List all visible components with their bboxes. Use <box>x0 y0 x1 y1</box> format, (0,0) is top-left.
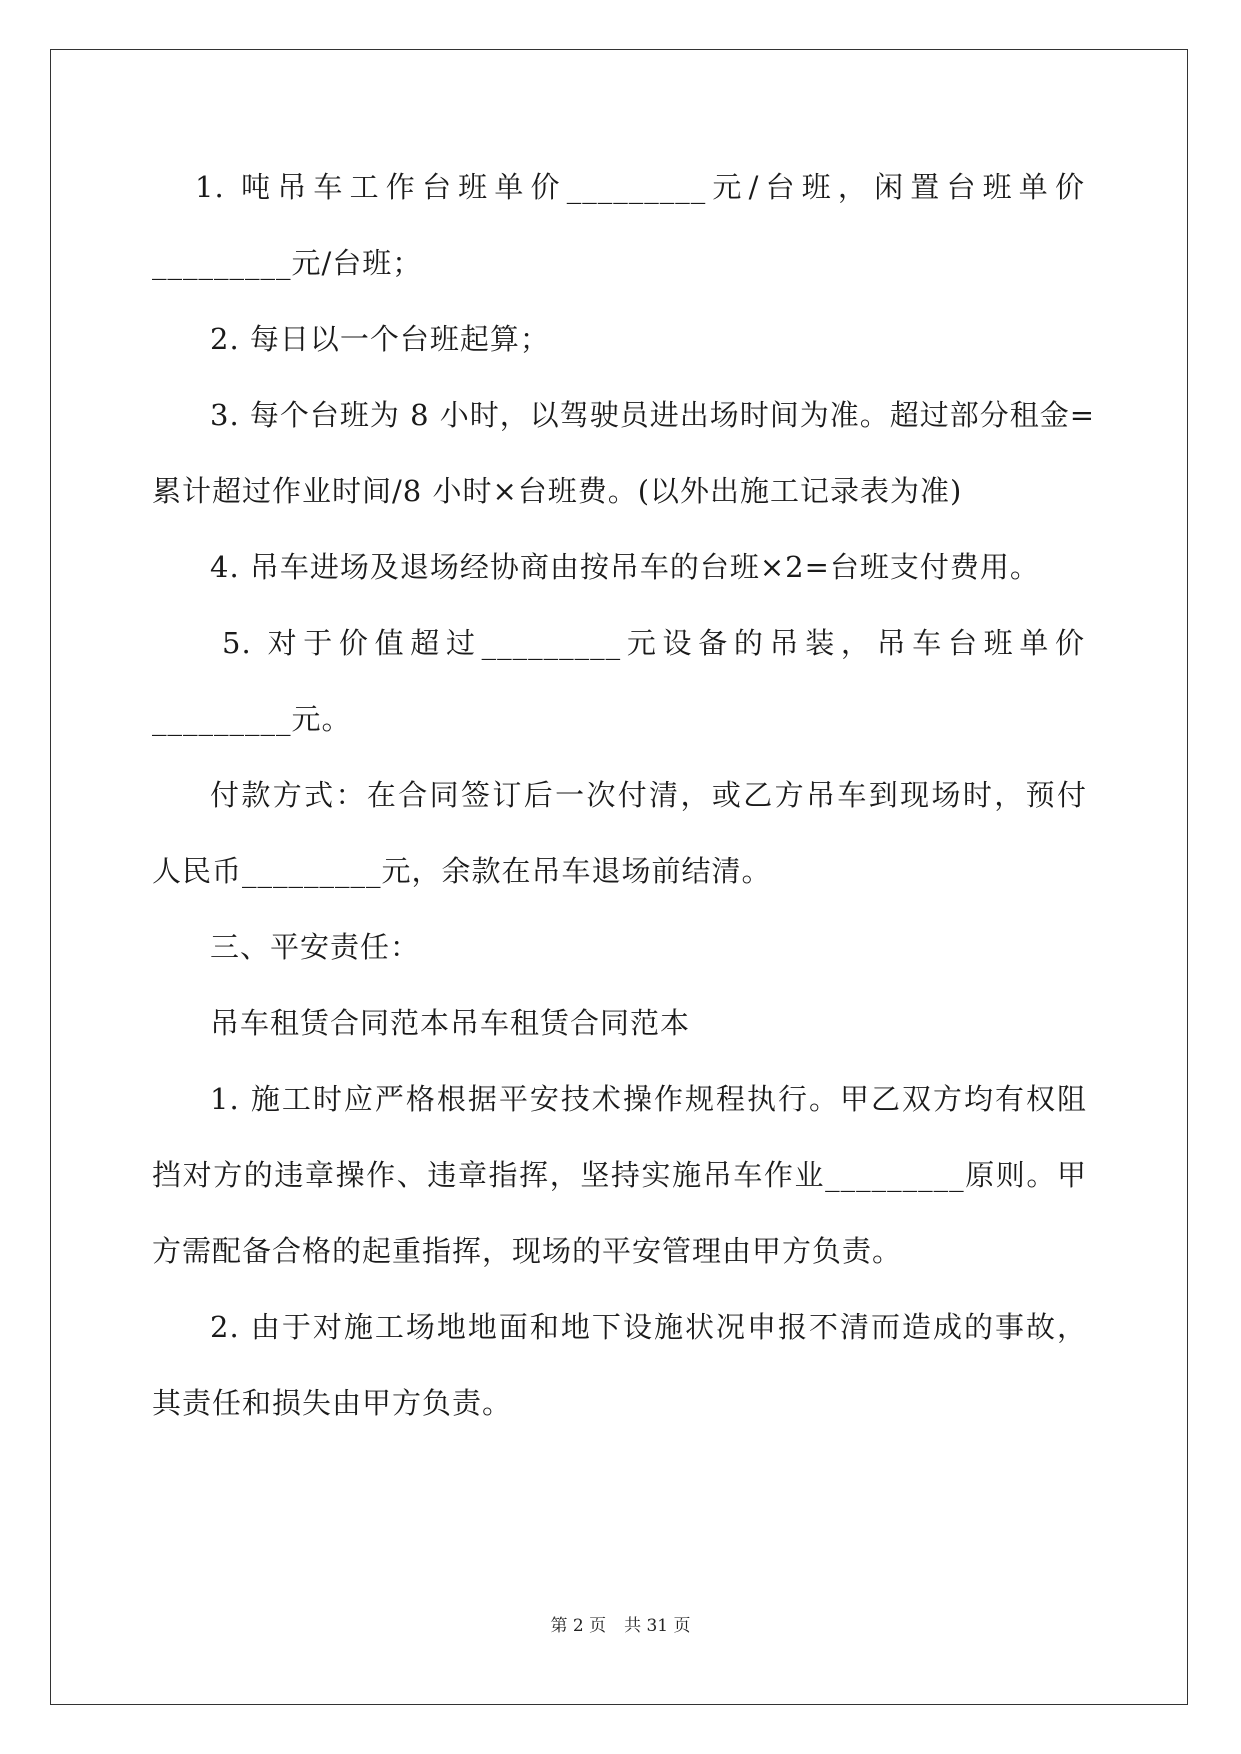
text-line: 累计超过作业时间/8 小时×台班费。(以外出施工记录表为准) <box>152 474 963 508</box>
text-line: 1. 吨吊车工作台班单价_________元/台班，闲置台班单价 <box>195 170 1085 204</box>
text-line: 5. 对于价值超过_________元设备的吊装，吊车台班单价 <box>222 626 1085 660</box>
text-line: 方需配备合格的起重指挥，现场的平安管理由甲方负责。 <box>152 1234 903 1268</box>
text-line: _________元。 <box>152 702 352 736</box>
page-total: 共 31 页 <box>624 1616 691 1636</box>
page-number: 第 2 页 <box>550 1616 607 1636</box>
text-line: 2. 每日以一个台班起算； <box>210 322 550 356</box>
text-line: 吊车租赁合同范本吊车租赁合同范本 <box>210 1006 691 1040</box>
page-footer <box>0 1615 1241 1637</box>
text-line: 3. 每个台班为 8 小时，以驾驶员进出场时间为准。超过部分租金= <box>210 398 1096 432</box>
text-line: 人民币_________元，余款在吊车退场前结清。 <box>152 854 772 888</box>
text-line: _________元/台班； <box>152 246 423 280</box>
text-line: 挡对方的违章操作、违章指挥，坚持实施吊车作业_________原则。甲 <box>152 1158 1087 1192</box>
text-line: 4. 吊车进场及退场经协商由按吊车的台班×2=台班支付费用。 <box>210 550 1040 584</box>
section-heading: 三、平安责任： <box>210 930 421 964</box>
text-line: 其责任和损失由甲方负责。 <box>152 1386 513 1420</box>
text-line: 1. 施工时应严格根据平安技术操作规程执行。甲乙双方均有权阻 <box>210 1082 1087 1116</box>
text-line: 2. 由于对施工场地地面和地下设施状况申报不清而造成的事故， <box>210 1310 1087 1344</box>
text-line: 付款方式：在合同签订后一次付清，或乙方吊车到现场时，预付 <box>210 778 1087 812</box>
